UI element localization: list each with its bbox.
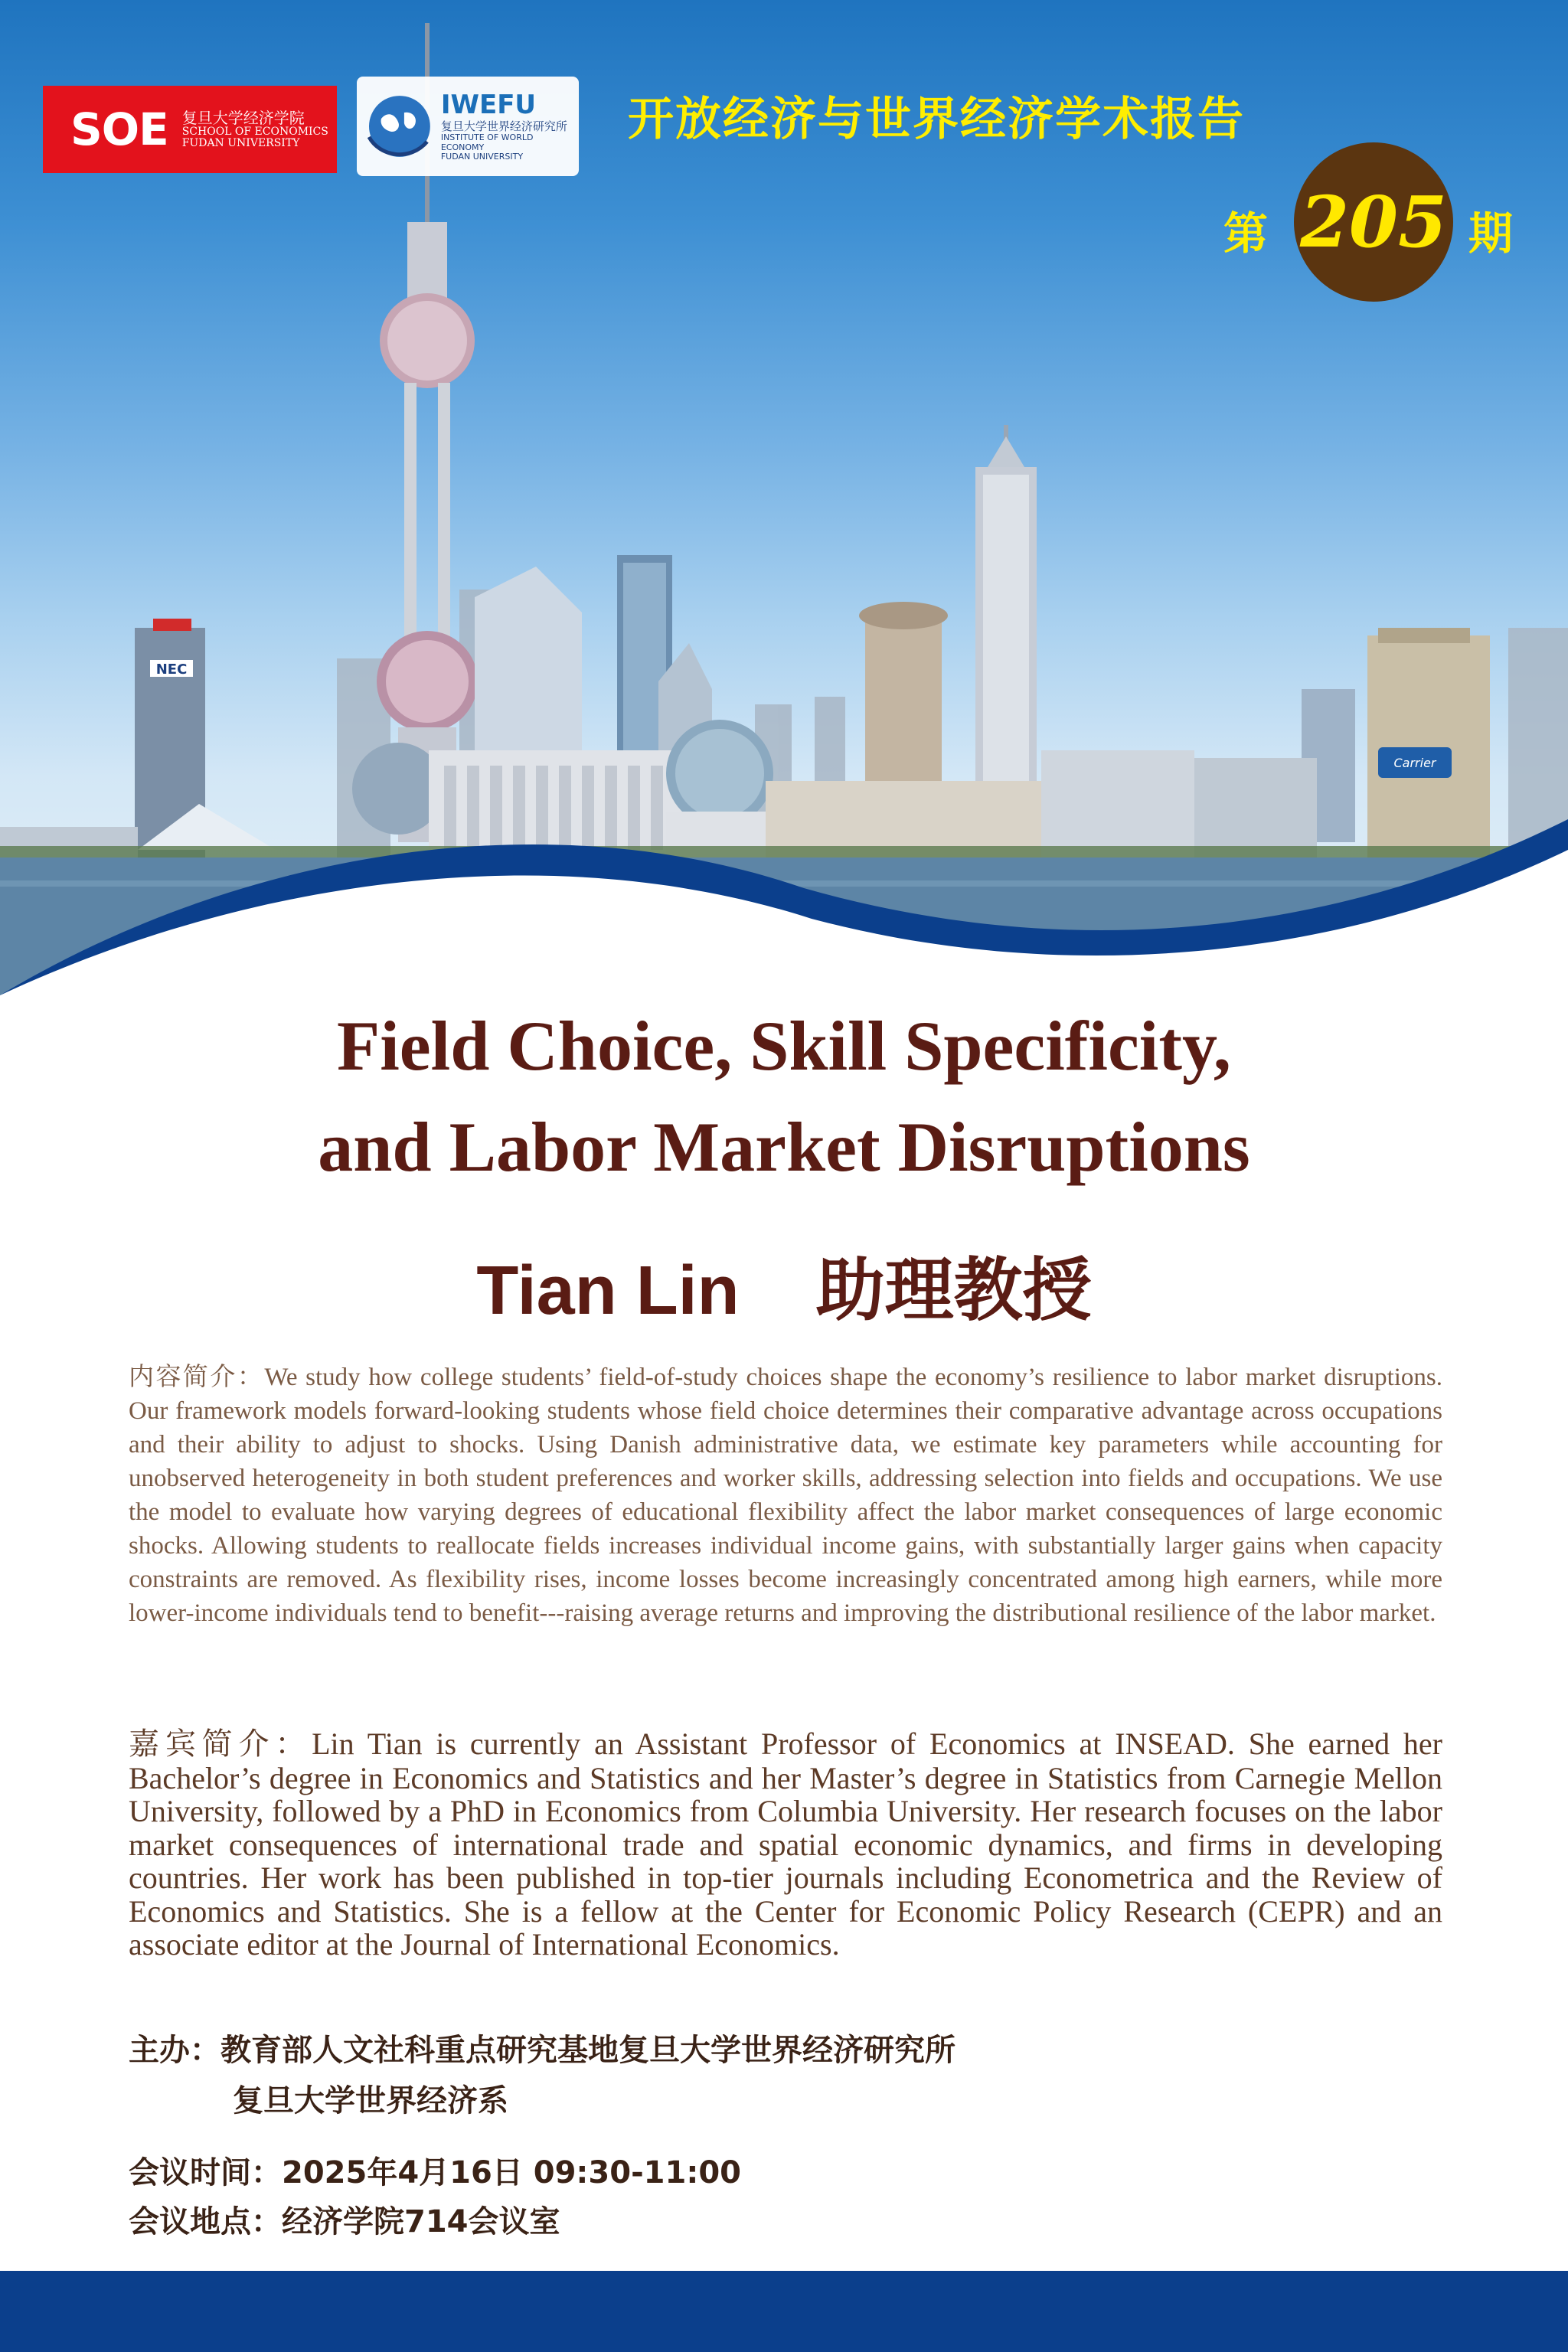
- soe-logo-en1: SCHOOL OF ECONOMICS: [181, 125, 328, 138]
- host-line2: 复旦大学世界经济系: [233, 2083, 508, 2118]
- soe-logo-en2: FUDAN UNIVERSITY: [181, 137, 300, 149]
- series-title: 开放经济与世界经济学术报告: [628, 93, 1245, 146]
- carrier-billboard: Carrier: [1393, 756, 1436, 770]
- host-row: [129, 2026, 956, 2069]
- wave-divider: [0, 766, 1568, 995]
- host-line1: 教育部人文社科重点研究基地复旦大学世界经济研究所: [220, 2033, 956, 2068]
- speaker-line: [0, 1240, 1568, 1341]
- issue-number: 205: [1299, 181, 1448, 263]
- soe-logo: [43, 86, 337, 173]
- soe-logo-mark: SOE: [70, 103, 168, 155]
- talk-title-line2: and Labor Market Disruptions: [318, 1108, 1250, 1186]
- iweu-logo: [357, 77, 579, 176]
- globe-icon: [364, 91, 435, 162]
- iweu-logo-cn: 复旦大学世界经济研究所: [440, 119, 567, 133]
- place-row: [129, 2197, 560, 2241]
- talk-title: [0, 995, 1568, 1197]
- soe-logo-cn: 复旦大学经济学院: [181, 108, 305, 127]
- time-value: 2025年4月16日 09:30-11:00: [282, 2155, 741, 2190]
- time-row: [129, 2148, 741, 2192]
- place-value: 经济学院714会议室: [282, 2204, 560, 2239]
- host-label: 主办：: [129, 2033, 220, 2068]
- time-label: 会议时间：: [129, 2155, 282, 2190]
- speaker-name: Tian Lin: [476, 1253, 740, 1329]
- header-banner: [0, 0, 1568, 995]
- abstract-paragraph: [129, 1360, 1442, 1630]
- nec-billboard: NEC: [155, 662, 188, 678]
- place-label: 会议地点：: [129, 2204, 282, 2239]
- iweu-logo-en2: FUDAN UNIVERSITY: [440, 152, 524, 162]
- bio-paragraph: [129, 1727, 1442, 1962]
- talk-title-line1: Field Choice, Skill Specificity,: [337, 1007, 1231, 1085]
- abstract-text: We study how college students’ field-of-study choices shape the economy’s resilience to labor market disruptions. Our framework models forward-looking students whose field choice determines their comparative advantage across occupations and their ability to adjust to shocks. Using Danish administrative data, we estimate key parameters while accounting for unobserved heterogeneity in both student preferences and worker skills, addressing selection into fields and occupations. We use the model to evaluate how varying degrees of educational flexibility affect the labor market consequences of large economic shocks. Allowing students to reallocate fields increases individual income gains, with substantially larger gains when capacity constraints are removed. As flexibility rises, income losses become increasingly concentrated among high earners, while more lower-income individuals tend to benefit---raising average returns and improving the distributional resilience of the labor market.: [129, 1364, 1443, 1627]
- iweu-logo-brand: IWEFU: [440, 89, 537, 120]
- abstract-label: 内容简介：: [129, 1361, 265, 1391]
- bio-text: Lin Tian is currently an Assistant Professor of Economics at INSEAD. She earned her Bachelor’s degree in Economics and Statistics and her Master’s degree in Statistics from Carnegie Mellon University, followed by a PhD in Economics from Columbia University. Her research focuses on the labor market consequences of international trade and spatial economic dynamics, and firms in developing countries. Her work has been published in top-tier journals including Econometrica and the Review of Economics and Statistics. She is a fellow at the Center for Economic Policy Research (CEPR) and an associate editor at the Journal of International Economics.: [129, 1726, 1442, 1962]
- footer-bar: [0, 2271, 1568, 2352]
- bio-label: 嘉宾简介：: [129, 1726, 312, 1762]
- issue-prefix: 第: [1223, 207, 1269, 260]
- iweu-logo-en1: INSTITUTE OF WORLD ECONOMY: [440, 132, 534, 152]
- speaker-title: 助理教授: [815, 1250, 1092, 1331]
- issue-suffix: 期: [1468, 207, 1514, 260]
- issue-badge: [1294, 142, 1453, 302]
